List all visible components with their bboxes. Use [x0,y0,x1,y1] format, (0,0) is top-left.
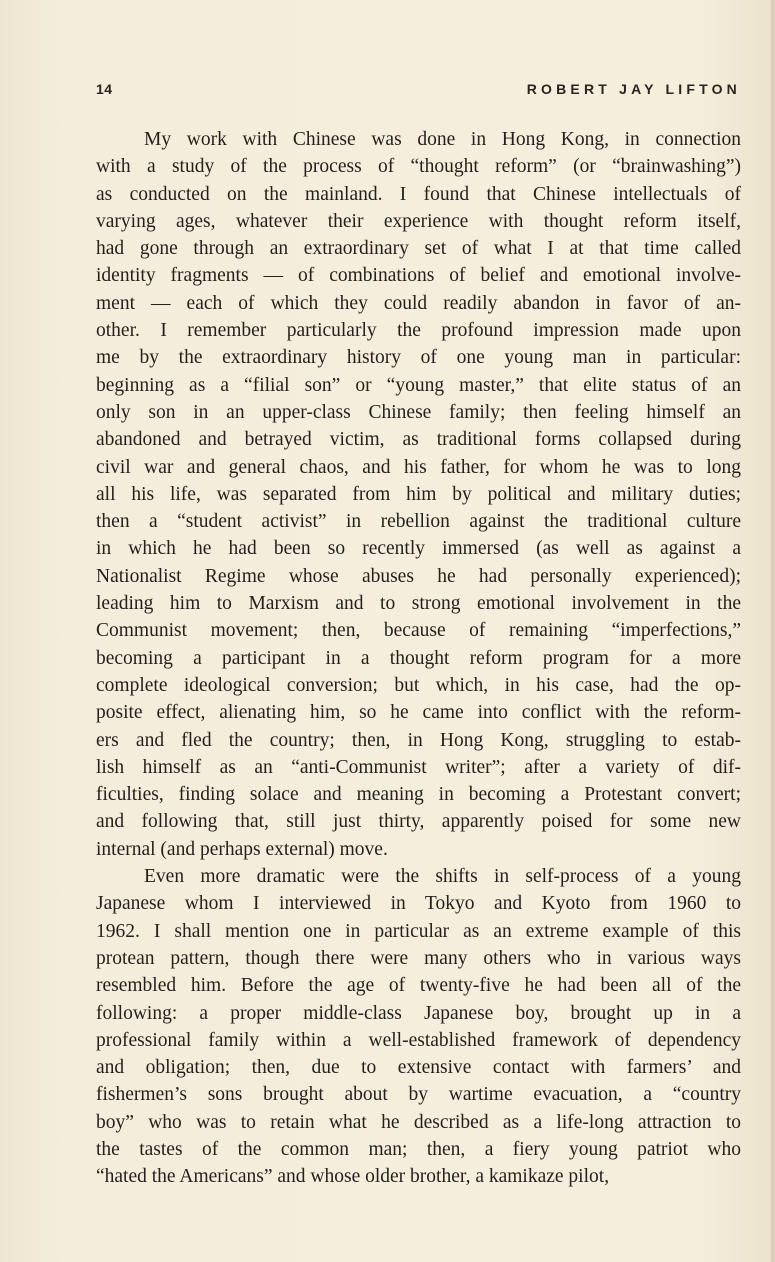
paragraph [96,863,741,1191]
text-line: boy” who was to retain what he described as a life-long attraction to [96,1111,741,1133]
text-line: in which he had been so recently immersed (as well as against a [96,538,741,560]
text-line: My work with Chinese was done in Hong Kong, in connection [144,129,741,150]
running-head-author: ROBERT JAY LIFTON [526,81,741,97]
text-line: then a “student activist” in rebellion against the traditional culture [96,511,741,533]
text-line: only son in an upper-class Chinese family; then feeling himself an [96,401,741,423]
paragraph-container [96,126,741,1191]
text-line: Communist movement; then, because of remaining “imperfections,” [96,620,741,642]
running-header [96,78,741,100]
text-line: professional family within a well-established framework of dependency [96,1029,741,1051]
page-number: 14 [96,81,113,97]
text-line: Japanese whom I interviewed in Tokyo and Kyoto from 1960 to [96,893,741,915]
text-line: as conducted on the mainland. I found that Chinese intellectuals of [96,183,741,205]
text-line: fishermen’s sons brought about by wartime evacuation, a “country [96,1084,741,1106]
text-line: all his life, was separated from him by political and military duties; [96,483,741,505]
text-line: and obligation; then, due to extensive contact with farmers’ and [96,1057,741,1079]
text-line: becoming a participant in a thought reform program for a more [96,647,741,669]
text-line: ficulties, finding solace and meaning in becoming a Protestant convert; [96,784,741,806]
paragraph [96,126,741,863]
text-line: civil war and general chaos, and his father, for whom he was to long [96,456,741,478]
text-line: protean pattern, though there were many others who in various ways [96,947,741,969]
text-line: 1962. I shall mention one in particular as an extreme example of this [96,920,741,942]
text-line: following: a proper middle-class Japanese boy, brought up in a [96,1002,741,1024]
text-line: abandoned and betrayed victim, as traditional forms collapsed during [96,429,741,451]
text-line: and following that, still just thirty, apparently poised for some new [96,811,741,833]
text-line: varying ages, whatever their experience with thought reform itself, [96,210,741,232]
text-line: me by the extraordinary history of one young man in particular: [96,347,741,369]
body-text [96,126,741,1191]
text-line: beginning as a “filial son” or “young master,” that elite status of an [96,374,741,396]
text-line: ment — each of which they could readily abandon in favor of an- [96,292,741,314]
text-line: complete ideological conversion; but which, in his case, had the op- [96,674,741,696]
text-line: other. I remember particularly the profound impression made upon [96,320,741,342]
text-line: Nationalist Regime whose abuses he had personally experienced); [96,565,741,587]
text-line: lish himself as an “anti-Communist writer”; after a variety of dif- [96,756,741,778]
page-edge-shadow [771,0,775,1262]
text-line: had gone through an extraordinary set of what I at that time called [96,238,741,260]
text-line: leading him to Marxism and to strong emotional involvement in the [96,593,741,615]
text-line: “hated the Americans” and whose older brother, a kamikaze pilot, [96,1166,610,1188]
text-line: Even more dramatic were the shifts in self-process of a young [144,866,741,888]
text-line: with a study of the process of “thought reform” (or “brainwashing”) [96,156,741,178]
text-line: ers and fled the country; then, in Hong Kong, struggling to estab- [96,729,741,751]
text-line: identity fragments — of combinations of belief and emotional involve- [96,265,741,287]
text-line: resembled him. Before the age of twenty-five he had been all of the [96,975,741,997]
text-line: posite effect, alienating him, so he came into conflict with the reform- [96,702,741,724]
text-line: internal (and perhaps external) move. [96,838,388,860]
text-line: the tastes of the common man; then, a fiery young patriot who [96,1138,741,1160]
